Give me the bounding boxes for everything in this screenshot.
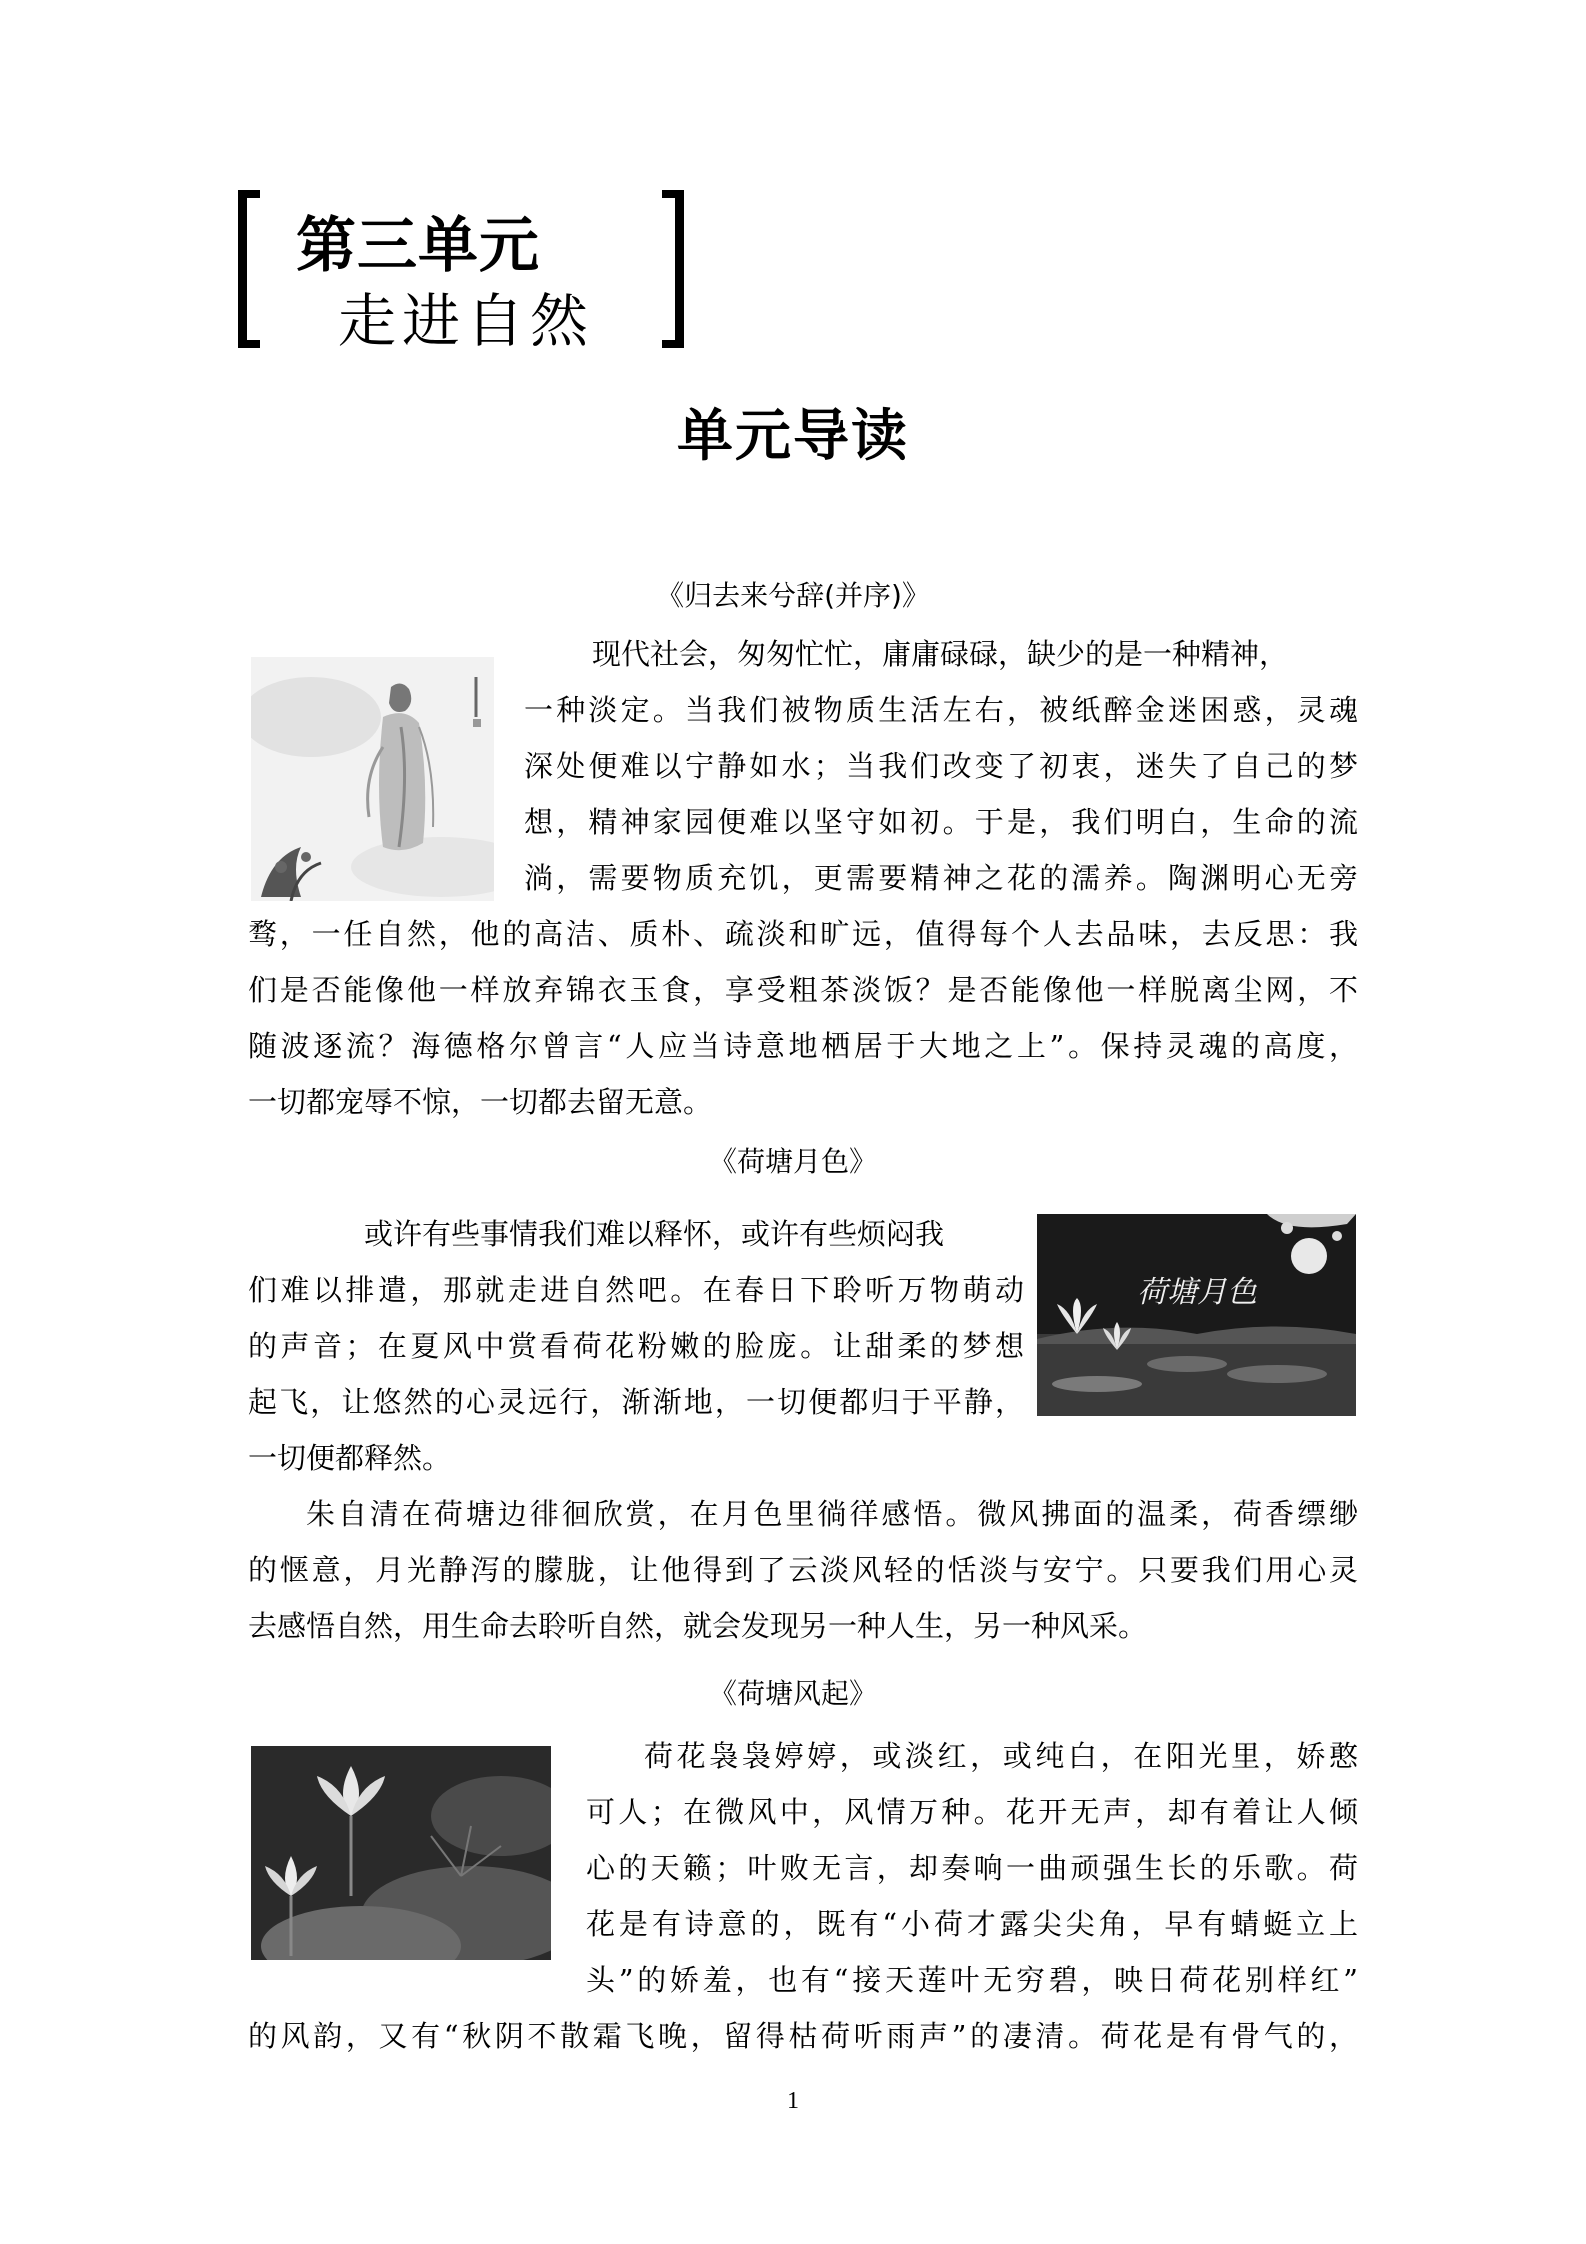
text-line: 花是有诗意的，既有“小荷才露尖尖角，早有蜻蜓立上 <box>586 1907 1358 1941</box>
text-line: 或许有些事情我们难以释怀，或许有些烦闷我 <box>364 1217 945 1251</box>
section-title-hetang-fengqi: 《荷塘风起》 <box>708 1677 877 1710</box>
unit-theme: 走进自然 <box>338 287 595 355</box>
page-title: 单元导读 <box>677 404 909 469</box>
text-line: 一切都宠辱不惊，一切都去留无意。 <box>248 1085 713 1119</box>
page-number: 1 <box>787 2088 799 2114</box>
section-1-text <box>248 626 1358 1130</box>
text-line: 们难以排遣，那就走进自然吧。在春日下聆听万物萌动 <box>248 1273 1024 1307</box>
section-3-text <box>248 1728 1358 2064</box>
right-bracket <box>662 190 684 348</box>
section-title-guiqulai: 《归去来兮辞(并序)》 <box>656 579 930 612</box>
text-line: 荷花袅袅婷婷，或淡红，或纯白，在阳光里，娇憨 <box>644 1739 1358 1773</box>
text-line: 深处便难以宁静如水；当我们改变了初衷，迷失了自己的梦 <box>524 749 1358 783</box>
text-line: 淌，需要物质充饥，更需要精神之花的濡养。陶渊明心无旁 <box>524 861 1358 895</box>
text-line: 去感悟自然，用生命去聆听自然，就会发现另一种人生，另一种风采。 <box>248 1609 1148 1643</box>
section-2-text <box>248 1206 1358 1654</box>
text-line: 们是否能像他一样放弃锦衣玉食，享受粗茶淡饭？是否能像他一样脱离尘网，不 <box>248 973 1358 1007</box>
text-line: 一种淡定。当我们被物质生活左右，被纸醉金迷困惑，灵魂 <box>524 693 1358 727</box>
text-line: 现代社会，匆匆忙忙，庸庸碌碌，缺少的是一种精神， <box>592 637 1289 671</box>
text-line: 朱自清在荷塘边徘徊欣赏，在月色里徜徉感悟。微风拂面的温柔，荷香缥缈 <box>306 1497 1358 1531</box>
text-line: 一切便都释然。 <box>248 1441 452 1475</box>
unit-header <box>238 190 684 355</box>
text-line: 的风韵，又有“秋阴不散霜飞晚，留得枯荷听雨声”的凄清。荷花是有骨气的， <box>248 2019 1358 2053</box>
text-line: 心的天籁；叶败无言，却奏响一曲顽强生长的乐歌。荷 <box>586 1851 1358 1885</box>
text-line: 想，精神家园便难以坚守如初。于是，我们明白，生命的流 <box>524 805 1358 839</box>
unit-number: 第三单元 <box>296 211 540 281</box>
image-caption: 荷塘月色 <box>1137 1275 1257 1310</box>
text-line: 的惬意，月光静泻的朦胧，让他得到了云淡风轻的恬淡与安宁。只要我们用心灵 <box>248 1553 1358 1587</box>
text-line: 头”的娇羞，也有“接天莲叶无穷碧，映日荷花别样红” <box>586 1963 1358 1997</box>
text-line: 随波逐流？海德格尔曾言“人应当诗意地栖居于大地之上”。保持灵魂的高度， <box>248 1029 1358 1063</box>
left-bracket <box>238 190 260 348</box>
text-line: 起飞，让悠然的心灵远行，渐渐地，一切便都归于平静， <box>248 1385 1024 1419</box>
text-line: 骛，一任自然，他的高洁、质朴、疏淡和旷远，值得每个人去品味，去反思：我 <box>248 917 1358 951</box>
section-title-hetang-yuese: 《荷塘月色》 <box>708 1145 877 1178</box>
text-line: 可人；在微风中，风情万种。花开无声，却有着让人倾 <box>586 1795 1358 1829</box>
text-line: 的声音；在夏风中赏看荷花粉嫩的脸庞。让甜柔的梦想 <box>248 1329 1024 1363</box>
